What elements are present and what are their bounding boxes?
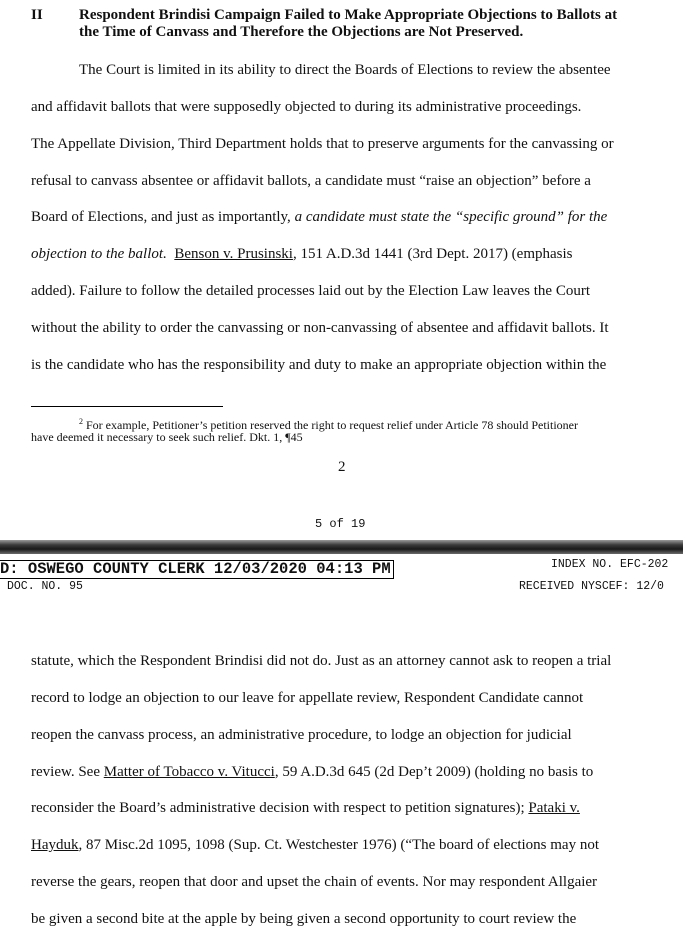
body-line [31, 245, 573, 263]
footnote-divider [31, 406, 223, 407]
received-nyscef: RECEIVED NYSCEF: 12/0 [519, 580, 664, 593]
emphasis-text: objection to the ballot. [31, 246, 167, 262]
case-citation: Matter of Tobacco v. Vitucci [103, 764, 275, 780]
body-line: The Appellate Division, Third Department holds that to preserve arguments for the canvassing or [31, 136, 614, 152]
body-line [31, 208, 607, 226]
county-clerk-stamp: D: OSWEGO COUNTY CLERK 12/03/2020 04:13 PM [0, 560, 391, 578]
page-number: 2 [338, 459, 346, 475]
case-citation: Pataki v. [528, 800, 580, 816]
body-text: Board of Elections, and just as importantly, [31, 209, 295, 225]
doc-number: DOC. NO. 95 [7, 580, 83, 593]
emphasis-text: a candidate must state the “specific ground” for the [294, 209, 608, 225]
body-line [31, 763, 593, 781]
body-line: be given a second bite at the apple by being given a second opportunity to court review the [31, 911, 577, 927]
body-text: , 87 Misc.2d 1095, 1098 (Sup. Ct. Westchester 1976) (“The board of elections may not [78, 837, 600, 853]
section-heading-line-1: Respondent Brindisi Campaign Failed to Make Appropriate Objections to Ballots at [79, 7, 618, 23]
body-text: , 151 A.D.3d 1441 (3rd Dept. 2017) (emphasis [292, 246, 573, 262]
body-line [31, 799, 580, 817]
body-line: reverse the gears, reopen that door and upset the chain of events. Nor may respondent Allgaier [31, 874, 598, 890]
body-line: record to lodge an objection to our leave for appellate review, Respondent Candidate cannot [31, 690, 584, 706]
case-citation: Benson v. Prusinski [174, 246, 293, 262]
footnote-marker: 2 [79, 417, 83, 426]
section-numeral: II [31, 7, 43, 23]
index-number: INDEX NO. EFC-202 [551, 558, 669, 571]
filing-header-box [0, 560, 394, 579]
body-line [31, 836, 599, 854]
body-line: is the candidate who has the responsibility and duty to make an appropriate objection within the [31, 357, 607, 373]
body-line: and affidavit ballots that were supposedly objected to during its administrative proceedings. [31, 99, 582, 115]
section-heading-line-2: the Time of Canvass and Therefore the Objections are Not Preserved. [79, 24, 524, 40]
case-citation: Hayduk [31, 837, 79, 853]
body-text: , 59 A.D.3d 645 (2d Dep’t 2009) (holding no basis to [274, 764, 594, 780]
body-line: without the ability to order the canvassing or non-canvassing of absentee and affidavit ballots. It [31, 320, 609, 336]
body-text: reconsider the Board’s administrative decision with respect to petition signatures); [31, 800, 529, 816]
footnote-text: For example, Petitioner’s petition reserved the right to request relief under Article 78 should Petitioner [86, 418, 578, 432]
body-line: added). Failure to follow the detailed processes laid out by the Election Law leaves the Court [31, 283, 590, 299]
page-count: 5 of 19 [315, 517, 366, 531]
body-text: review. See [31, 764, 104, 780]
footnote-line-2: have deemed it necessary to seek such relief. Dkt. 1, ¶45 [31, 430, 303, 444]
body-line: reopen the canvass process, an administrative procedure, to lodge an objection for judicial [31, 727, 572, 743]
body-line: statute, which the Respondent Brindisi did not do. Just as an attorney cannot ask to reopen a trial [31, 653, 612, 669]
page-separator [0, 540, 683, 554]
body-line: The Court is limited in its ability to direct the Boards of Elections to review the absentee [79, 62, 611, 78]
body-line: refusal to canvass absentee or affidavit ballots, a candidate must “raise an objection” before a [31, 173, 591, 189]
